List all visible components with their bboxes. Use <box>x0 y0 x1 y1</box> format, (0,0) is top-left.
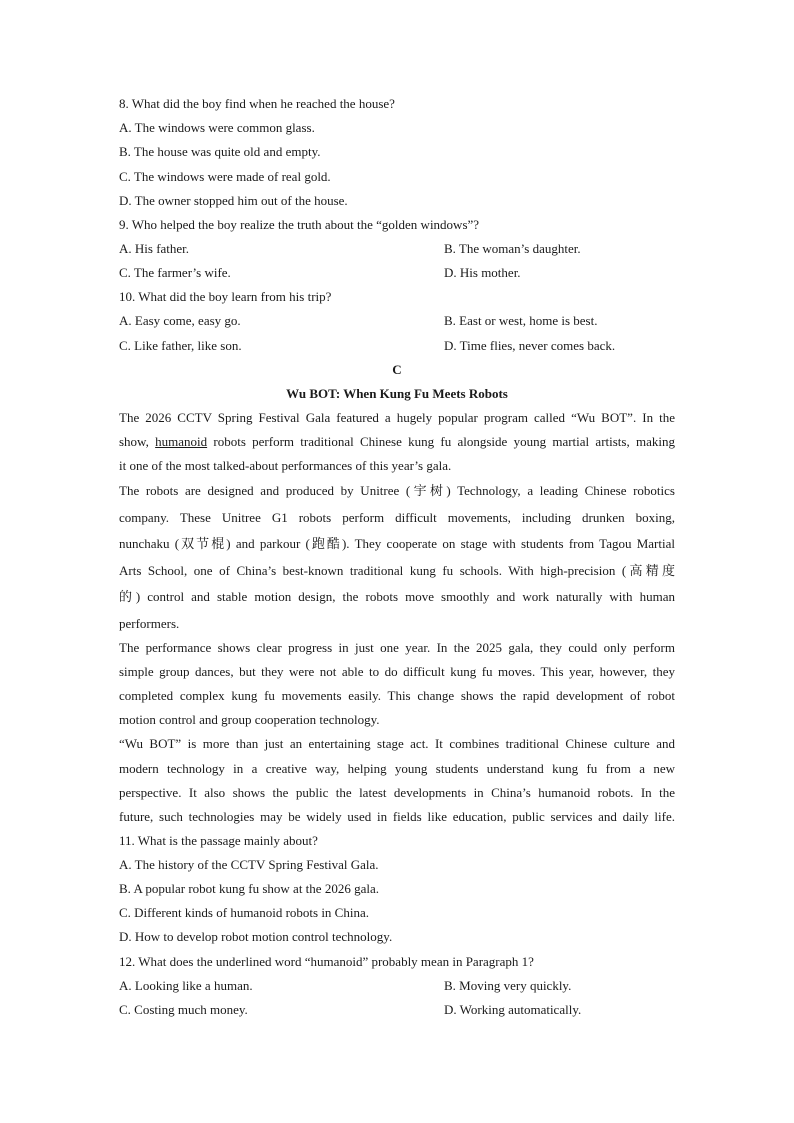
p3-line-2: simple group dances, but they were not able to do difficult kung fu moves. This year, however, they <box>119 664 675 679</box>
p1-line-2-post: robots perform traditional Chinese kung fu alongside young martial artists, making <box>207 434 675 449</box>
q8-option-b: B. The house was quite old and empty. <box>119 144 321 159</box>
q9-stem: 9. Who helped the boy realize the truth about the “golden windows”? <box>119 217 480 232</box>
p4-line-3: perspective. It also shows the public the latest developments in China’s humanoid robots. In the <box>119 785 675 800</box>
p1-line-1: The 2026 CCTV Spring Festival Gala featured a hugely popular program called “Wu BOT”. In the <box>119 410 675 425</box>
q9-option-b: B. The woman’s daughter. <box>444 241 581 256</box>
q8-option-a: A. The windows were common glass. <box>119 120 315 135</box>
p2-line-6: performers. <box>119 616 180 631</box>
p3-line-4: motion control and group cooperation technology. <box>119 712 380 727</box>
p4-line-1: “Wu BOT” is more than just an entertaining stage act. It combines traditional Chinese culture and <box>119 736 675 751</box>
q11-option-d: D. How to develop robot motion control technology. <box>119 929 393 944</box>
p1-line-2-pre: show, <box>119 434 156 449</box>
p4-line-2: modern technology in a creative way, helping young students understand kung fu from a new <box>119 761 675 776</box>
q12-option-c: C. Costing much money. <box>119 1002 248 1017</box>
q11-stem: 11. What is the passage mainly about? <box>119 833 318 848</box>
q8-option-c: C. The windows were made of real gold. <box>119 169 331 184</box>
p2-line-3: nunchaku (双节棍) and parkour (跑酷). They cooperate on stage with students from Tagou Martial <box>119 536 675 551</box>
q10-stem: 10. What did the boy learn from his trip? <box>119 289 332 304</box>
q10-option-d: D. Time flies, never comes back. <box>444 338 616 353</box>
q11-option-b: B. A popular robot kung fu show at the 2026 gala. <box>119 881 379 896</box>
p2-line-4: Arts School, one of China’s best-known traditional kung fu schools. With high-precision (高精度 <box>119 563 675 578</box>
p1-line-3: it one of the most talked-about performances of this year’s gala. <box>119 458 452 473</box>
p3-line-1: The performance shows clear progress in just one year. In the 2025 gala, they could only perform <box>119 640 675 655</box>
p1-line-2 <box>119 433 675 451</box>
q12-stem: 12. What does the underlined word “humanoid” probably mean in Paragraph 1? <box>119 954 534 969</box>
q10-option-b: B. East or west, home is best. <box>444 313 598 328</box>
q9-option-d: D. His mother. <box>444 265 521 280</box>
q12-option-d: D. Working automatically. <box>444 1002 582 1017</box>
p3-line-3: completed complex kung fu movements easily. This change shows the rapid development of robot <box>119 688 675 703</box>
passage-title: Wu BOT: When Kung Fu Meets Robots <box>286 386 508 401</box>
p2-line-2: company. These Unitree G1 robots perform difficult movements, including drunken boxing, <box>119 510 675 525</box>
q12-option-b: B. Moving very quickly. <box>444 978 572 993</box>
q10-option-c: C. Like father, like son. <box>119 338 242 353</box>
q11-option-a: A. The history of the CCTV Spring Festival Gala. <box>119 857 379 872</box>
q11-option-c: C. Different kinds of humanoid robots in China. <box>119 905 369 920</box>
underlined-word-humanoid: humanoid <box>155 434 208 449</box>
p2-line-5: 的) control and stable motion design, the robots move smoothly and work naturally with human <box>119 589 675 604</box>
q9-option-c: C. The farmer’s wife. <box>119 265 231 280</box>
q8-option-d: D. The owner stopped him out of the house. <box>119 193 348 208</box>
q12-option-a: A. Looking like a human. <box>119 978 253 993</box>
section-letter: C <box>392 362 402 377</box>
p4-line-4: future, such technologies may be widely used in fields like education, public services and daily life. <box>119 809 675 824</box>
p2-line-1: The robots are designed and produced by Unitree (宇树) Technology, a leading Chinese robotics <box>119 483 675 498</box>
q8-stem: 8. What did the boy find when he reached the house? <box>119 96 395 111</box>
q10-option-a: A. Easy come, easy go. <box>119 313 241 328</box>
q9-option-a: A. His father. <box>119 241 190 256</box>
